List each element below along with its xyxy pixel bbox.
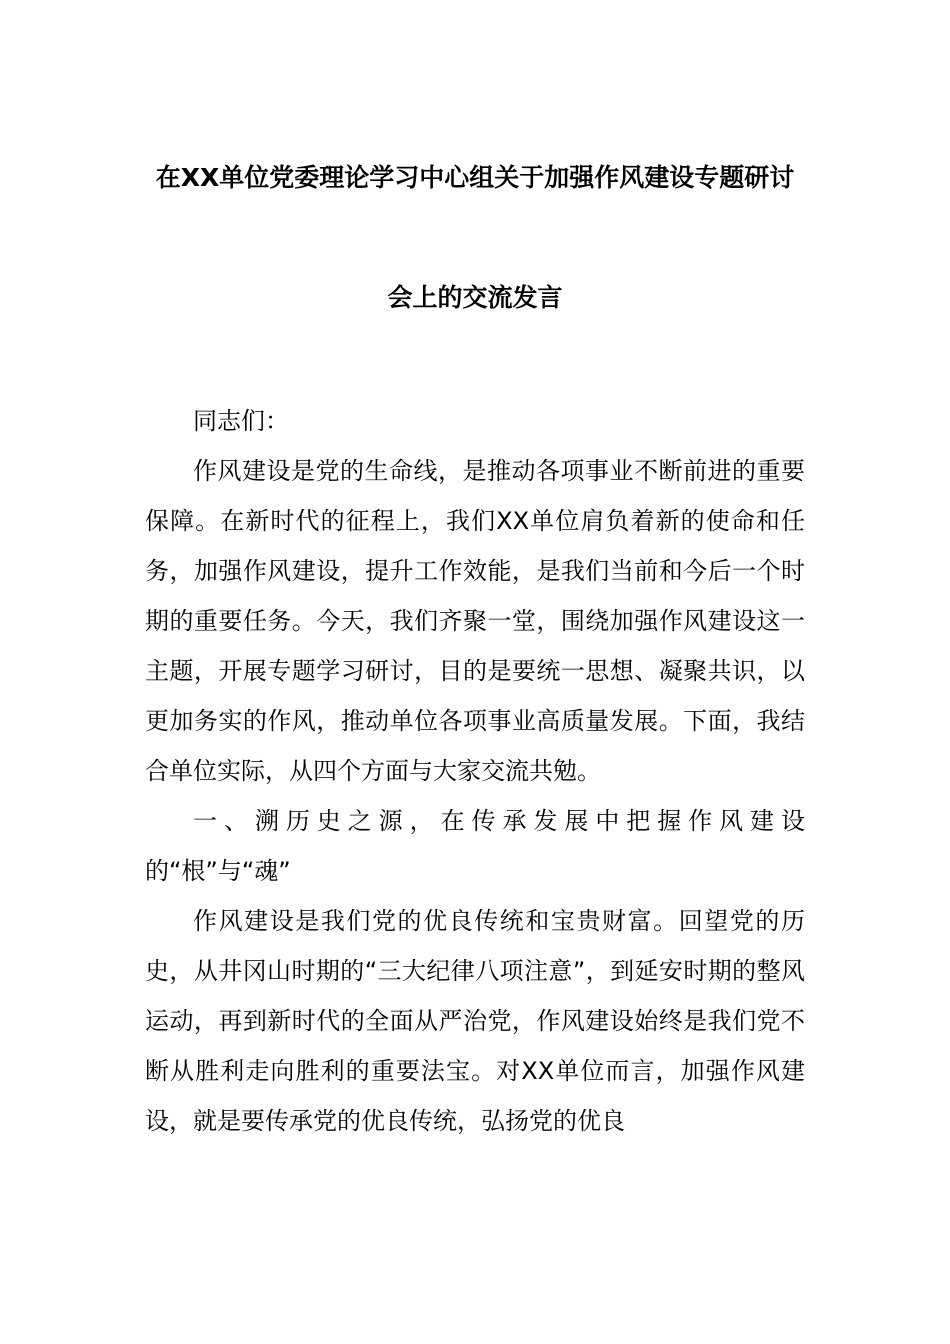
section-heading-1: 一、溯历史之源，在传承发展中把握作风建设的“根”与“魂” — [145, 807, 805, 885]
document-title-line-2: 会上的交流发言 — [387, 283, 563, 312]
paragraph-intro: 作风建设是党的生命线，是推动各项事业不断前进的重要保障。在新时代的征程上，我们XX单位肩负着新的使命和任务，加强作风建设，提升工作效能，是我们当前和今后一个时期的重要任务。今天，我们齐聚一堂，围绕加强作风建设这一主题，开展专题学习研讨，目的是要统一思想、凝聚共识，以更加务实的作风，推动单位各项事业高质量发展。下面，我结合单位实际，从四个方面与大家交流共勉。 — [145, 457, 805, 785]
document-body — [145, 396, 805, 1146]
document-title-line-1: 在XX单位党委理论学习中心组关于加强作风建设专题研讨 — [155, 163, 795, 192]
salutation: 同志们： — [193, 407, 289, 435]
paragraph-history: 作风建设是我们党的优良传统和宝贵财富。回望党的历史，从井冈山时期的“三大纪律八项注意”，到延安时期的整风运动，再到新时代的全面从严治党，作风建设始终是我们党不断从胜利走向胜利的重要法宝。对XX单位而言，加强作风建设，就是要传承党的优良传统，弘扬党的优良 — [145, 907, 805, 1135]
